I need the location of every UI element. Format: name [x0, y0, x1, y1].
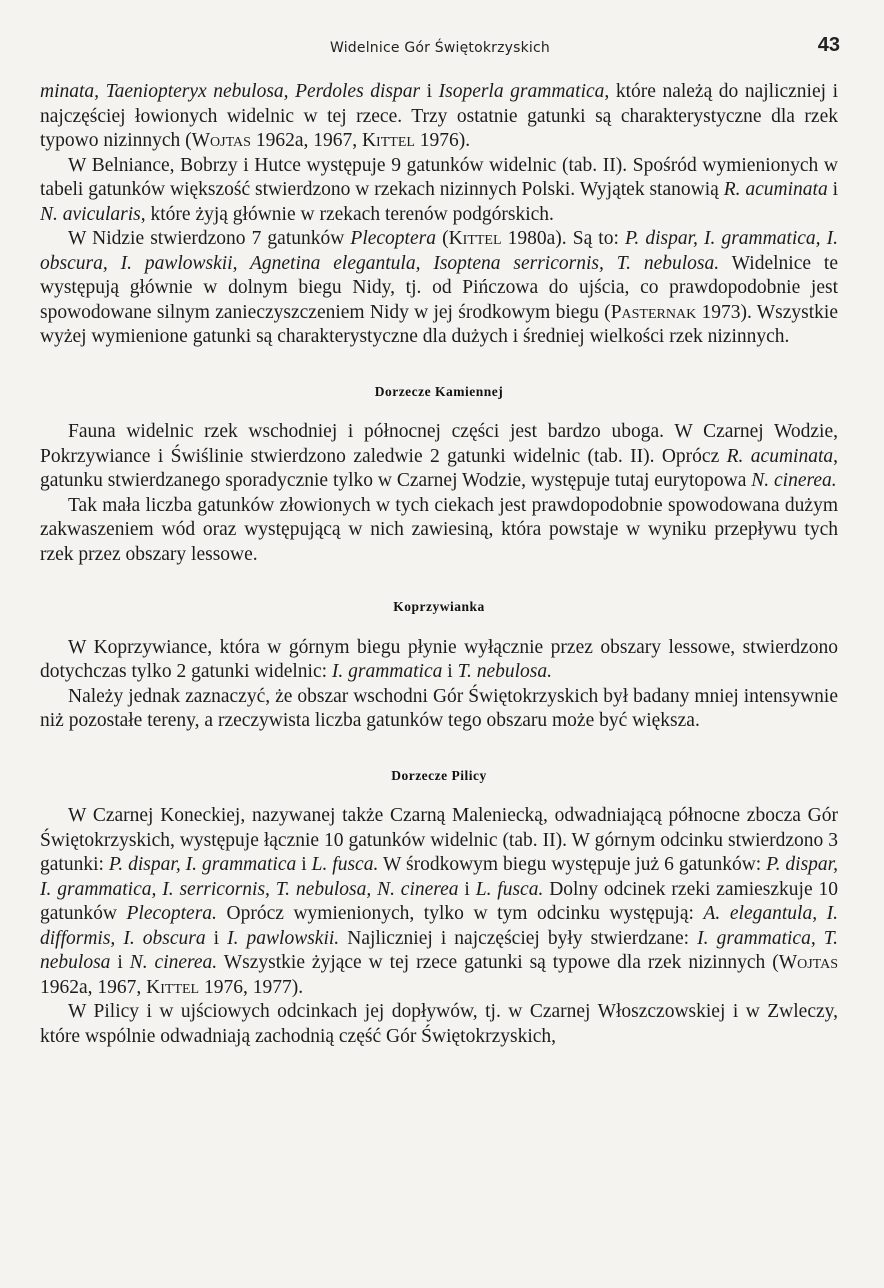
body-text: [40, 80, 838, 1049]
page-number: 43: [817, 34, 840, 56]
paragraph: [40, 154, 838, 228]
text-run: Dolny odcinek rzeki zamieszkuje 10 gatunków: [40, 878, 838, 924]
species-name: N. cinerea.: [129, 952, 218, 973]
author-citation: Wojtas: [778, 952, 838, 973]
text-run: Należy jednak zaznaczyć, że obszar wschodni Gór Świętokrzyskich był badany mniej intensywnie niż pozostałe tereny, a rzeczywista liczba gatunków tego obszaru może być większa.: [40, 685, 838, 731]
text-run: , gatunku stwierdzanego sporadycznie tylko w Czarnej Wodzie, występuje tutaj eurytopowa: [40, 445, 838, 491]
text-run: i: [205, 927, 228, 949]
text-run: Oprócz wymienionych, tylko w tym odcinku występują:: [216, 903, 704, 924]
species-name: I. grammatica, T. nebulosa: [40, 927, 839, 973]
species-name: R. acuminata: [726, 445, 834, 467]
species-name: R. acuminata: [723, 179, 828, 200]
text-run: i: [296, 854, 312, 875]
text-run: (: [435, 228, 449, 249]
species-name: minata, Taeniopteryx nebulosa, Perdoles dispar: [40, 81, 421, 102]
text-run: , które należą do najliczniej i najczęściej łowionych widelnic w tej rzece. Trzy ostatnie gatunki są charakterystyczne dla rzek typowo nizinnych (: [40, 81, 839, 151]
text-run: 1976).: [414, 130, 471, 151]
text-run: 1962a, 1967,: [40, 976, 147, 998]
text-run: Fauna widelnic rzek wschodniej i północnej części jest bardzo uboga. W Czarnej Wodzie, Pokrzywiance i Świślinie stwierdzono zaledwie 2 gatunki widelnic (tab. II). Oprócz: [40, 421, 838, 467]
text-run: 1980a). Są to:: [501, 228, 625, 249]
species-name: I. grammatica: [331, 661, 443, 682]
species-name: I. pawlowskii.: [227, 927, 340, 949]
species-name: Isoperla grammatica: [438, 81, 605, 102]
paragraph: [40, 636, 838, 685]
species-name: N. avicularis: [40, 203, 141, 225]
section-heading: Koprzywianka: [393, 599, 485, 614]
species-name: P. dispar, I. grammatica: [108, 854, 297, 875]
species-name: Plecoptera: [350, 228, 436, 249]
paragraph: [40, 804, 838, 1000]
text-run: Tak mała liczba gatunków złowionych w tych ciekach jest prawdopodobnie spowodowana dużym zakwaszeniem wód oraz występującą w nich zawiesiną, która powstaje w wyniku przepływu tych rzek przez obszary lessowe.: [40, 494, 838, 565]
section-heading: Dorzecze Kamiennej: [374, 383, 504, 399]
author-citation: Kittel: [361, 130, 415, 151]
species-name: L. fusca.: [475, 878, 544, 900]
paragraph: [40, 494, 838, 568]
text-run: 1973). Wszystkie wyżej wymienione gatunki są charakterystyczne dla dużych i średniej wielkości rzek nizinnych.: [40, 301, 838, 347]
running-title: Widelnice Gór Świętokrzyskich: [329, 40, 550, 56]
text-run: , które żyją głównie w rzekach terenów podgórskich.: [140, 203, 554, 225]
species-name: A. elegantula, I. difformis, I. obscura: [40, 903, 839, 949]
author-citation: Kittel: [448, 228, 502, 249]
text-run: Widelnice te występują głównie w dolnym biegu Nidy, tj. od Pińczowa do ujścia, co prawdopodobnie jest spowodowane silnym zanieczyszczeniem Nidy w jej środkowym biegu (: [40, 252, 838, 323]
species-name: P. dispar, I. grammatica, I. obscura, I. pawlowskii, Agnetina elegantula, Isoptena serricornis, T. nebulosa.: [40, 228, 839, 274]
paragraph: [40, 80, 838, 154]
paragraph: [40, 1000, 838, 1049]
text-run: i: [827, 179, 839, 200]
author-citation: Wojtas: [191, 130, 251, 151]
text-run: i: [110, 952, 130, 973]
text-run: i: [442, 661, 458, 682]
species-name: L. fusca.: [311, 854, 379, 875]
author-citation: Pasternak: [610, 301, 697, 323]
text-run: 1976, 1977).: [199, 976, 304, 998]
text-run: Najliczniej i najczęściej były stwierdzane:: [339, 927, 698, 949]
author-citation: Kittel: [146, 976, 200, 998]
text-run: W Nidzie stwierdzono 7 gatunków: [68, 228, 351, 249]
paragraph: [40, 227, 838, 350]
species-name: Plecoptera.: [126, 903, 217, 924]
text-run: W Koprzywiance, która w górnym biegu płynie wyłącznie przez obszary lessowe, stwierdzono dotychczas tylko 2 gatunki widelnic:: [40, 636, 838, 682]
text-run: i: [458, 878, 476, 900]
paragraph: [40, 420, 838, 494]
text-run: 1962a, 1967,: [250, 130, 362, 151]
text-run: i: [420, 81, 439, 102]
text-run: W Pilicy i w ujściowych odcinkach jej dopływów, tj. w Czarnej Włoszczowskiej i w Zwleczy, które wspólnie odwadniają zachodnią część Gór Świętokrzyskich,: [40, 1001, 838, 1047]
text-run: W środkowym biegu występuje już 6 gatunków:: [378, 854, 767, 875]
paragraph: [40, 685, 838, 734]
page-header: [40, 34, 840, 64]
text-run: W Czarnej Koneckiej, nazywanej także Czarną Maleniecką, odwadniającą północne zbocza Gór Świętokrzyskich, występuje łącznie 10 gatunków widelnic (tab. II). W górnym odcinku stwierdzono 3 gatunki:: [40, 805, 838, 875]
species-name: T. nebulosa.: [457, 661, 552, 682]
species-name: N. cinerea.: [751, 470, 837, 491]
species-name: P. dispar, I. grammatica, I. serricornis, T. nebulosa, N. cinerea: [40, 854, 838, 900]
section-heading: Dorzecze Pilicy: [391, 767, 487, 783]
text-run: W Belniance, Bobrzy i Hutce występuje 9 gatunków widelnic (tab. II). Spośród wymienionych w tabeli gatunków większość stwierdzono w rzekach nizinnych Polski. Wyjątek stanowią: [40, 154, 838, 200]
text-run: Wszystkie żyjące w tej rzece gatunki są typowe dla rzek nizinnych (: [217, 952, 779, 973]
